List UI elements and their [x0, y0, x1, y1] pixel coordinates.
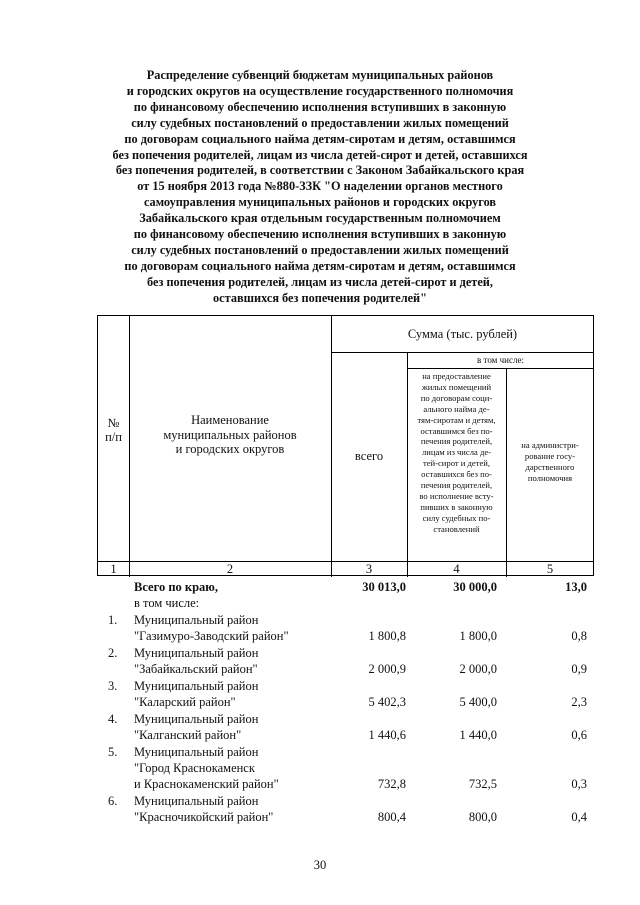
row-total: 732,8 — [377, 777, 406, 791]
row-name: "Забайкальский район" — [134, 662, 258, 676]
title-line: по финансовому обеспечению исполнения вступивших в законную — [133, 99, 507, 114]
row-admin: 0,9 — [571, 662, 587, 676]
col-number: 4 — [453, 562, 460, 576]
row-number: 3. — [108, 679, 118, 693]
totals-admin: 13,0 — [565, 580, 587, 594]
sum-header: Сумма (тыс. рублей) — [407, 327, 518, 341]
row-total: 5 402,3 — [368, 695, 406, 709]
row-admin: 2,3 — [571, 695, 587, 709]
row-name: Муниципальный район — [134, 613, 259, 627]
document-title — [60, 68, 580, 307]
row-housing: 2 000,0 — [459, 662, 497, 676]
totals-total: 30 013,0 — [362, 580, 406, 594]
totals-sublabel: в том числе: — [134, 596, 200, 610]
row-total: 2 000,9 — [368, 662, 406, 676]
totals-label: Всего по краю, — [134, 580, 218, 594]
row-admin: 0,3 — [571, 777, 587, 791]
title-line: самоуправления муниципальных районов и городских округов — [143, 195, 497, 210]
incl-header: в том числе: — [477, 355, 524, 365]
row-number: 4. — [108, 712, 118, 726]
row-number: 5. — [108, 745, 118, 759]
row-housing: 732,5 — [468, 777, 497, 791]
name-header: Наименование муниципальных районов и городских округов — [163, 413, 297, 456]
row-name: "Каларский район" — [134, 695, 236, 709]
title-line: оставшихся без попечения родителей" — [213, 290, 427, 305]
row-total: 1 800,8 — [368, 629, 406, 643]
row-name: Муниципальный район — [134, 679, 259, 693]
col-number: 2 — [226, 562, 234, 576]
title-line: Забайкальского края отдельным государственным полномочием — [139, 211, 501, 226]
row-total: 800,4 — [377, 810, 406, 824]
totals-housing: 30 000,0 — [453, 580, 497, 594]
row-name: Муниципальный район — [134, 745, 259, 759]
col-number: 3 — [365, 562, 373, 576]
row-housing: 1 800,0 — [459, 629, 497, 643]
row-name: Муниципальный район — [134, 794, 259, 808]
row-number: 6. — [108, 794, 118, 808]
row-total: 1 440,6 — [368, 728, 406, 742]
title-line: без попечения родителей, лицам из числа детей-сирот и детей, — [147, 274, 493, 289]
row-number: 1. — [108, 613, 118, 627]
row-name: и Краснокаменский район" — [134, 777, 279, 791]
row-name: "Газимуро-Заводский район" — [134, 629, 289, 643]
col-number: 5 — [546, 562, 554, 576]
title-line: от 15 ноября 2013 года №880-ЗЗК "О наделении органов местного — [137, 179, 503, 194]
title-line: без попечения родителей, в соответствии с Законом Забайкальского края — [115, 163, 525, 178]
row-name: "Город Краснокаменск — [134, 761, 255, 775]
row-housing: 5 400,0 — [459, 695, 497, 709]
page-number: 30 — [313, 858, 327, 872]
title-line: без попечения родителей, лицам из числа детей-сирот и детей, оставшихся — [112, 147, 528, 162]
col-number: 1 — [110, 562, 117, 576]
title-line: по договорам социального найма детям-сиротам и детям, оставшимся — [124, 131, 516, 146]
title-line: силу судебных постановлений о предоставлении жилых помещений — [131, 242, 509, 257]
total-header: всего — [354, 449, 384, 463]
row-admin: 0,6 — [571, 728, 587, 742]
row-number: 2. — [108, 646, 118, 660]
num-header: № п/п — [105, 416, 122, 444]
title-line: по договорам социального найма детям-сиротам и детям, оставшимся — [124, 258, 516, 273]
title-line: силу судебных постановлений о предоставлении жилых помещений — [131, 115, 509, 130]
row-housing: 1 440,0 — [459, 728, 497, 742]
admin-header: на администри- рование госу- дарственного полномочия — [521, 440, 579, 483]
title-line: Распределение субвенций бюджетам муниципальных районов — [146, 68, 494, 82]
row-admin: 0,4 — [571, 810, 587, 824]
row-admin: 0,8 — [571, 629, 587, 643]
row-name: Муниципальный район — [134, 712, 259, 726]
row-name: "Красночикойский район" — [134, 810, 274, 824]
title-line: и городских округов на осуществление государственного полномочия — [126, 83, 514, 98]
housing-header: на предоставление жилых помещений по договорам соци- ального найма де- тям-сиротам и детям, оставшимся без по- печения родителей, лицам из числа де- тей-сирот и детей, оставшихся без по- печения родителей, во исполнение всту- пивших в законную силу судебных по- становлений — [417, 371, 496, 534]
title-line: по финансовому обеспечению исполнения вступивших в законную — [133, 227, 507, 242]
row-name: Муниципальный район — [134, 646, 259, 660]
row-housing: 800,0 — [468, 810, 497, 824]
table-header — [97, 315, 594, 576]
row-name: "Калганский район" — [134, 728, 242, 742]
